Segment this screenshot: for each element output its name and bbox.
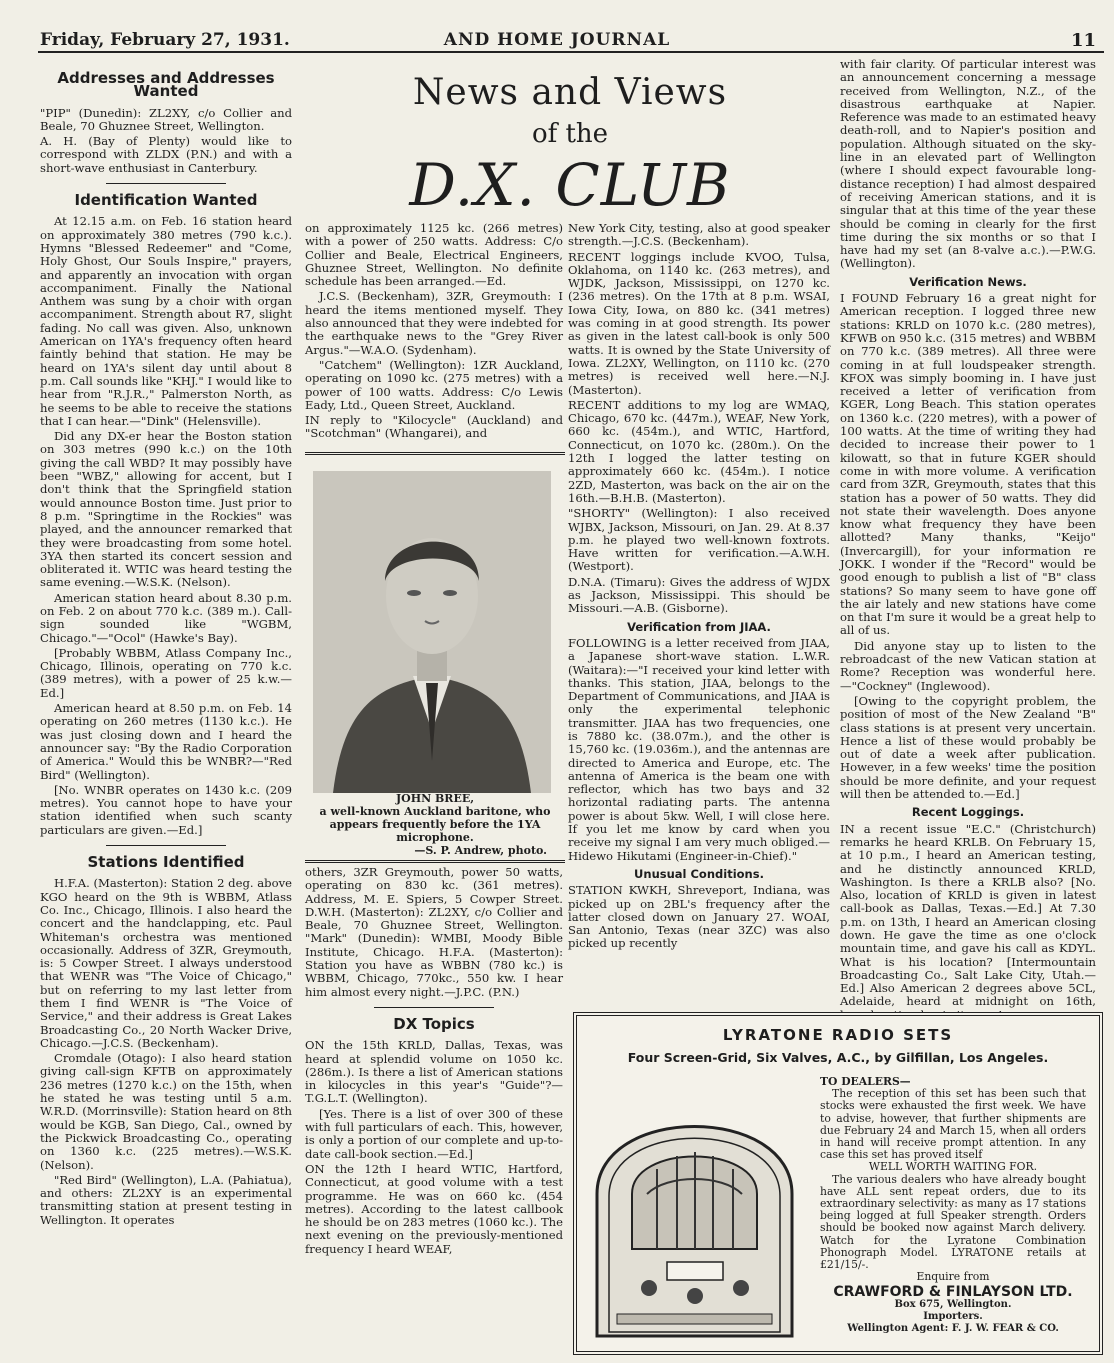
portrait-illustration (313, 471, 551, 793)
header-date: Friday, February 27, 1931. (40, 30, 290, 50)
paragraph: [Yes. There is a list of over 300 of these with full particulars of each. This, however, is only a portion of our complete and up-to-date call-book section.—Ed.] (305, 1106, 563, 1161)
paragraph: American station heard about 8.30 p.m. on Feb. 2 on about 770 k.c. (389 m.). Call-sign sounded like "WGBM, Chicago."—"Ocol" (Hawke's Bay). (40, 590, 292, 645)
caption-name: JOHN BREE, (395, 792, 475, 805)
paragraph: "SHORTY" (Wellington): I also received WJBX, Jackson, Missouri, on Jan. 29. At 8.37 p.m. he played two well-known foxtrots. Have written for verification.—A.W.H. (Westport). (568, 506, 830, 574)
paragraph: New York City, testing, also at good speaker strength.—J.C.S. (Beckenham). (568, 221, 830, 249)
paragraph: on approximately 1125 kc. (266 metres) with a power of 250 watts. Address: C/o Collier and Beale, Electrical Engineers, Ghuznee Street, Wellington. No definite schedule has been arranged.—Ed. (305, 221, 563, 289)
column-1 (40, 62, 292, 1229)
ad-body (820, 1076, 1086, 1335)
paragraph: others, 3ZR Greymouth, power 50 watts, operating on 830 kc. (361 metres). Address, M. E. Spiers, 5 Cowper Street. D.W.H. (Masterton): ZL2XY, c/o Collier and Beale, 70 Ghuznee Street, Wellington. "Mark" (Dunedin): WMBI, Moody Bible Institute, Chicago. H.F.A. (Masterton): Station you have as WBBN (780 kc.) is WBBM, Chicago, 770kc., 550 kw. I hear him almost every night.—J.P.C. (P.N.) (305, 865, 563, 999)
photo-frame (305, 452, 565, 835)
paragraph: American heard at 8.50 p.m. on Feb. 14 operating on 260 metres (1130 k.c.). He was just closing down and I heard the announcer say: "By the Radio Corporation of America." Would this be WNBR?—"Red Bird" (Wellington). (40, 701, 292, 782)
column-3 (568, 222, 830, 953)
section-rule (374, 1007, 494, 1008)
paragraph: ON the 12th I heard WTIC, Hartford, Connecticut, at good volume with a test programme. He was on 660 kc. (454 metres). According to the latest callbook he should be on 283 metres (1060 kc.). The next evening on the previously-mentioned frequency I heard WEAF, (305, 1161, 563, 1256)
paragraph: D.N.A. (Timaru): Gives the address of WJDX as Jackson, Mississippi. This should be Missouri.—A.B. (Gisborne). (568, 574, 830, 616)
ad-title: LYRATONE RADIO SETS (722, 1026, 954, 1044)
title-line-2: of the (531, 119, 609, 149)
column-2-bottom (305, 866, 563, 1258)
dx-club-title (320, 72, 820, 219)
section-rule (106, 845, 226, 846)
lyratone-advertisement (573, 1012, 1103, 1355)
radio-cabinet-illustration (587, 1074, 802, 1342)
subheading-jiaa: Verification from JIAA. (627, 619, 771, 634)
ad-importers: Importers. (923, 1310, 983, 1322)
column-2-top (305, 222, 563, 443)
title-line-3: D.X. CLUB (409, 151, 731, 219)
paragraph: "PIP" (Dunedin): ZL2XY, c/o Collier and Beale, 70 Ghuznee Street, Wellington. (40, 105, 292, 133)
ad-box: Box 675, Wellington. (894, 1298, 1012, 1310)
paragraph: [No. WNBR operates on 1430 k.c. (209 metres). You cannot hope to have your station identified when such scanty particulars are given.—Ed.] (40, 782, 292, 837)
ad-to-dealers: TO DEALERS— (820, 1075, 911, 1088)
title-line-1: News and Views (412, 72, 728, 113)
section-title-stations-identified: Stations Identified (87, 853, 245, 872)
paragraph: I FOUND February 16 a great night for American reception. I logged three new stations: KRLD on 1070 k.c. (280 metres), KFWB on 950 k.c. (315 metres) and WBBM on 770 k.c. (389 metres). All three were coming in at full loudspeaker strength. KFOX was simply booming in. I have just received a letter of verification from KGER, Long Beach. This station operates on 1360 k.c. (220 metres), with a power of 100 watts. At the time of writing they had decided to increase their power to 1 kilowatt, so that in future KGER should come in with more volume. A verification card from 3ZR, Greymouth, states that this station has a power of 50 watts. They did not state their wavelength. Does anyone know what frequency they have been allotted? Many thanks, "Keijo" (Invercargill), for your information re JOKK. I wonder if the "Record" would be good enough to publish a list of "B" class stations? So many seem to have gone off the air lately and new stations have come on that I'm sure it would be a great help to all of us. (840, 291, 1096, 638)
caption-credit: —S. P. Andrew, photo. (414, 844, 547, 857)
paragraph: RECENT additions to my log are WMAQ, Chicago, 670 kc. (447m.), WEAF, New York, 660 kc. (454m.), and WTIC, Hartford, Connecticut, on 1070 kc. (280m.). On the 12th I logged the latter testing on approximately 660 kc. (454m.). I notice 2ZD, Masterton, was back on the air on the 16th.—B.H.B. (Masterton). (568, 397, 830, 505)
ad-enquire: Enquire from (916, 1270, 990, 1284)
paragraph: Did any DX-er hear the Boston station on 303 metres (990 k.c.) on the 10th giving the call WBD? It may possibly have been "WBZ," allowing for accent, but I don't think that the Springfield station would announce Boston time. Just prior to 8 p.m. "Springtime in the Rockies" was played, and the announcer remarked that they were broadcasting from some hotel. 3YA then started its concert session and obliterated it. WTIC was heard testing the same evening.—W.S.K. (Nelson). (40, 429, 292, 590)
paragraph: "Catchem" (Wellington): 1ZR Auckland, operating on 1090 kc. (275 metres) with a power of 100 watts. Address: C/o Lewis Eady, Ltd., Queen Street, Auckland. (305, 357, 563, 412)
ad-subtitle: Four Screen-Grid, Six Valves, A.C., by Gilfillan, Los Angeles. (627, 1050, 1049, 1065)
column-4 (840, 58, 1096, 1024)
subheading-recent-loggings: Recent Loggings. (911, 805, 1025, 820)
ad-company: CRAWFORD & FINLAYSON LTD. (833, 1284, 1073, 1301)
ad-agent: Wellington Agent: F. J. W. FEAR & CO. (847, 1323, 1059, 1335)
paragraph: H.F.A. (Masterton): Station 2 deg. above KGO heard on the 9th is WBBM, Atlass Co. Inc., Chicago, Illinois. I also heard the concert and the handclapping, etc. Paul Whiteman's orchestra was mentioned occasionally. Address of 3ZR, Greymouth, is: 5 Cowper Street. I always understood that WENR was "The Voice of Chicago," but on referring to my last letter from them I find WENR is "The Voice of Service," and their address is Great Lakes Broadcasting Co., 20 North Wacker Drive, Chicago.—J.C.S. (Beckenham). (40, 876, 292, 1050)
paragraph: IN reply to "Kilocycle" (Auckland) and "Scotchman" (Whangarei), and (305, 413, 563, 441)
paragraph: J.C.S. (Beckenham), 3ZR, Greymouth: I heard the items mentioned myself. They also announced that they were indebted for the earthquake news to the "Grey River Argus."—W.A.O. (Sydenham). (305, 289, 563, 357)
section-title-identification: Identification Wanted (74, 191, 258, 210)
paragraph: Cromdale (Otago): I also heard station giving call-sign KFTB on approximately 236 metres (1270 k.c.) on the 15th, when he stated he was testing until 5 a.m. W.R.D. (Morrinsville): Station heard on 8th would be KGB, San Diego, Cal., owned by the Pickwick Broadcasting Co., operating on 1360 k.c. (225 metres).—W.S.K. (Nelson). (40, 1051, 293, 1172)
paragraph: Did anyone stay up to listen to the rebroadcast of the new Vatican station at Rome? Reception was wonderful here.—"Cockney" (Inglewood). (840, 638, 1096, 693)
ad-paragraph: The reception of this set has been such that stocks were exhausted the first week. We have to advise, however, that further shipments are due February 24 and March 15, when all orders in hand will receive prompt attention. In any case this set has proved itself (820, 1087, 1086, 1162)
header-rule (38, 51, 1104, 53)
caption-rule (305, 860, 565, 863)
paragraph: FOLLOWING is a letter received from JIAA, a Japanese short-wave station. L.W.R. (Waitara):—"I received your kind letter with thanks. This station, JIAA, belongs to the Department of Communications, and JIAA is only the experimental telephonic transmitter. JIAA has two frequencies, one is 7880 kc. (38.07m.), and the other is 15,760 kc. (19.036m.), and the antennas are directed to America and Europe, etc. The antenna of America is the beam one with reflector, which has two bays and 32 horizontal radiating parts. The antenna power is about 5kw. Well, I will close here. If you let me know by card when you receive my signal I am very much obliged.—Hidewo Hikutami (Engineer-in-Chief)." (568, 635, 830, 863)
paragraph: ON the 15th KRLD, Dallas, Texas, was heard at splendid volume on 1050 kc. (286m.). Is there a list of American stations in kilocycles in this year's "Guide"?—T.G.L.T. (Wellington). (305, 1038, 563, 1106)
ad-worth-waiting: WELL WORTH WAITING FOR. (868, 1160, 1038, 1174)
paragraph: with fair clarity. Of particular interest was an announcement concerning a message received from Wellington, N.Z., of the disastrous earthquake at Napier. Reference was made to an estimated heavy death-roll, and to Napier's position and population. Although situated on the sky-line in an elevated part of Wellington (where I should expect favourable long-distance reception) I had almost despaired of receiving American stations, and it is singular that at this time of the year these should be coming in clearly for the first time during the six months or so that I have had my set (an 8-valve a.c.).—P.W.G. (Wellington). (840, 57, 1096, 271)
header-page-number: 11 (1070, 30, 1096, 51)
photo-caption (305, 792, 565, 857)
section-title-dx-topics: DX Topics (393, 1014, 475, 1033)
paragraph: A. H. (Bay of Plenty) would like to correspond with ZLDX (P.N.) and with a short-wave enthusiast in Canterbury. (40, 134, 292, 175)
paragraph: "Red Bird" (Wellington), L.A. (Pahiatua), and others: ZL2XY is an experimental transmitting station at present testing in Wellington. It operates (40, 1172, 292, 1227)
paragraph: IN a recent issue "E.C." (Christchurch) remarks he heard KRLB. On February 15, at 10 p.m., I heard an American testing, and he distinctly announced KRLD, Washington. Is there a KRLB also? [No. Also, location of KRLD is given in latest call-book as Dallas, Texas.—Ed.] At 7.30 p.m. on 13th, I heard an American closing down. He gave the time as one o'clock mountain time, and gave his call as KDYL. What is his location? [Intermountain Broadcasting Co., Salt Lake City, Utah.—Ed.] Also American 2 degrees above 5CL, Adelaide, heard at midnight on 16th, (840, 821, 1096, 1009)
paragraph: STATION KWKH, Shreveport, Indiana, was picked up on 2BL's frequency after the latter closed down on January 27. WOAI, San Antonio, Texas (near 3ZC) was also picked up recently (568, 883, 830, 951)
paragraph: [Probably WBBM, Atlass Company Inc., Chicago, Illinois, operating on 770 k.c. (389 metres), with a power of 25 k.w.—Ed.] (40, 645, 292, 700)
subheading-verification: Verification News. (909, 274, 1027, 289)
paragraph: At 12.15 a.m. on Feb. 16 station heard on approximately 380 metres (790 k.c.). Hymns "Blessed Redeemer" and "Come, Holy Ghost, Our Souls Inspire," prayers, and apparently an invocation with organ accompaniment. Finally the National Anthem was sung by a choir with organ accompaniment. Strength about R7, slight fading. No call was given. Also, unknown American on 1YA's frequency often heard faintly behind that station. He may be heard on 1YA's silent day until about 8 p.m. Call sounds like "KHJ." I would like to hear from "R.J.R.," Palmerston North, as he seems to be able to receive the stations that I can hear.—"Dink" (Helensville). (40, 214, 292, 428)
paragraph: [Owing to the copyright problem, the position of most of the New Zealand "B" class stations is at present very uncertain. Hence a list of these would probably be out of date a week after publication. However, in a few weeks' time the position should be more definite, and your request will then be attended to.—Ed.] (840, 693, 1096, 802)
portrait-photo (313, 471, 551, 793)
paragraph: RECENT loggings include KVOO, Tulsa, Oklahoma, on 1140 kc. (263 metres), and WJDK, Jackson, Mississippi, on 1270 kc. (236 metres). On the 17th at 8 p.m. WSAI, Iowa City, Iowa, on 880 kc. (341 metres) was coming in at good strength. Its power as given in the latest call-book is only 500 watts. It is owned by the State University of Iowa. ZL2XY, Wellington, on 1110 kc. (270 metres) is received well here.—N.J. (Masterton). (568, 249, 830, 397)
caption-text: a well-known Auckland baritone, who appears frequently before the 1YA microphone. (319, 805, 551, 844)
section-rule (106, 183, 226, 184)
section-title-addresses: Addresses and Addresses Wanted (57, 69, 275, 101)
subheading-unusual: Unusual Conditions. (634, 866, 764, 881)
header-publication: AND HOME JOURNAL (443, 30, 671, 50)
ad-paragraph: The various dealers who have already bought have ALL sent repeat orders, due to its extraordinary selectivity: as many as 17 stations being logged at full Speaker strength. Orders should be booked now against March delivery. Watch for the Lyratone Combination Phonograph Model. LYRATONE retails at £21/15/-. (820, 1172, 1086, 1272)
